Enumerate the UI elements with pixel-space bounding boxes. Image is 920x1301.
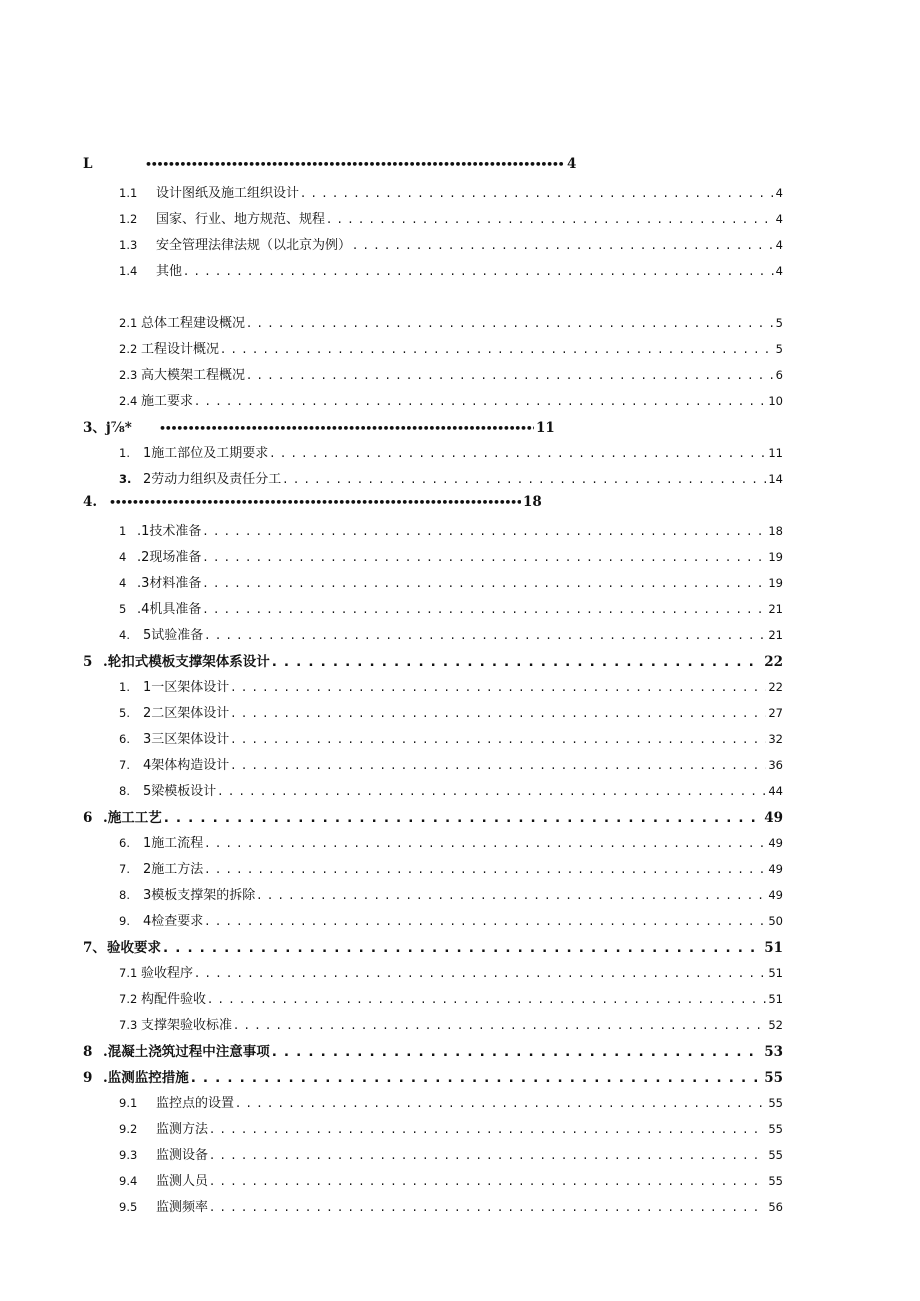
- toc-page-number: 4: [775, 212, 783, 226]
- toc-page-number: 36: [768, 758, 783, 772]
- toc-page-number: 22: [764, 654, 783, 670]
- toc-entry-number: 1: [119, 524, 127, 538]
- toc-leader: [195, 394, 766, 409]
- toc-page-number: 51: [768, 966, 783, 980]
- toc-page-number: 44: [768, 784, 783, 798]
- toc-page-number: 6: [775, 368, 783, 382]
- toc-entry-number: 7.: [119, 862, 130, 876]
- toc-entry-title: 高大模架工程概况: [141, 368, 246, 383]
- toc-page-number: 11: [768, 446, 783, 460]
- toc-entry-number: 1.: [119, 680, 130, 694]
- toc-leader: [231, 680, 766, 695]
- toc-entry-number: 2.4: [119, 394, 138, 408]
- toc-entry-number: 9.2: [119, 1122, 138, 1136]
- toc-leader: [159, 420, 534, 436]
- toc-entry-number: 7.2: [119, 992, 138, 1006]
- toc-entry-title: 5试验准备: [143, 628, 204, 643]
- toc-entry-title: 2劳动力组织及责任分工: [143, 472, 282, 487]
- toc-entry-number: 2.3: [119, 368, 138, 382]
- toc-entry-title: 总体工程建设概况: [141, 316, 246, 331]
- toc-leader: [210, 1148, 766, 1163]
- toc-page-number: 14: [768, 472, 783, 486]
- toc-page-number: 55: [768, 1148, 783, 1162]
- toc-leader: [205, 628, 766, 643]
- toc-entry-5-3[interactable]: [119, 728, 783, 747]
- toc-entry-number: 4.: [83, 494, 98, 510]
- toc-entry-number: 1.1: [119, 186, 138, 200]
- toc-entry-3-2[interactable]: [119, 468, 783, 487]
- toc-page-number: 19: [768, 576, 783, 590]
- toc-entry-title: 监测人员: [156, 1174, 209, 1189]
- toc-entry-title: .监测监控措施: [103, 1070, 189, 1086]
- toc-leader: [203, 576, 766, 591]
- toc-entry-title: 国家、行业、地方规范、规程: [156, 212, 326, 227]
- toc-entry-4-3[interactable]: [119, 572, 783, 591]
- toc-leader: [257, 888, 766, 903]
- toc-entry-4-4[interactable]: [119, 598, 783, 617]
- toc-entry-number: 8.: [119, 784, 130, 798]
- toc-entry-number: 2.1: [119, 316, 138, 330]
- toc-entry-number: 8.: [119, 888, 130, 902]
- toc-entry-number: 7.3: [119, 1018, 138, 1032]
- toc-entry-title: 1一区架体设计: [143, 680, 230, 695]
- toc-entry-number: 8: [83, 1044, 93, 1060]
- toc-entry-title: 设计图纸及施工组织设计: [156, 186, 300, 201]
- toc-entry-title: 4检查要求: [143, 914, 204, 929]
- toc-leader: [164, 810, 763, 826]
- toc-entry-5[interactable]: [83, 650, 783, 670]
- toc-page-number: 53: [764, 1044, 783, 1060]
- toc-entry-9-4[interactable]: [119, 1170, 783, 1189]
- toc-page-number: 11: [536, 420, 555, 436]
- toc-entry-1-4[interactable]: [119, 260, 783, 279]
- toc-entry-number: L: [83, 156, 93, 172]
- toc-entry-number: 9.4: [119, 1174, 138, 1188]
- toc-page-number: 49: [768, 862, 783, 876]
- toc-entry-7-1[interactable]: [119, 962, 783, 981]
- toc-entry-number: 7.1: [119, 966, 138, 980]
- toc-entry-title: .混凝土浇筑过程中注意事项: [103, 1044, 270, 1060]
- toc-entry-number: 9.: [119, 914, 130, 928]
- toc-page-number: 22: [768, 680, 783, 694]
- toc-entry-title: 5梁模板设计: [143, 784, 217, 799]
- toc-entry-9[interactable]: [83, 1066, 783, 1086]
- toc-leader: [205, 914, 766, 929]
- toc-leader: [109, 494, 521, 510]
- toc-leader: [231, 758, 766, 773]
- toc-entry-title: 1施工流程: [143, 836, 204, 851]
- toc-leader: [203, 524, 766, 539]
- toc-entry-number: 1.3: [119, 238, 138, 252]
- toc-entry-2-4[interactable]: [119, 390, 783, 409]
- toc-page-number: 49: [768, 836, 783, 850]
- toc-leader: [283, 472, 766, 487]
- toc-leader: [208, 992, 766, 1007]
- toc-entry-number: 7.: [119, 758, 130, 772]
- toc-page-number: 50: [768, 914, 783, 928]
- toc-entry-5-5[interactable]: [119, 780, 783, 799]
- toc-entry-9-5[interactable]: [119, 1196, 783, 1215]
- toc-entry-5-2[interactable]: [119, 702, 783, 721]
- toc-entry-number: 1.2: [119, 212, 138, 226]
- toc-page-number: 49: [768, 888, 783, 902]
- toc-entry-number: 6.: [119, 836, 130, 850]
- toc-page-number: 55: [768, 1174, 783, 1188]
- toc-entry-title: 工程设计概况: [141, 342, 220, 357]
- toc-entry-number: 5: [119, 602, 127, 616]
- toc-entry-1-3[interactable]: [119, 234, 783, 253]
- toc-entry-1[interactable]: [83, 156, 783, 172]
- toc-entry-number: 6: [83, 810, 93, 826]
- toc-entry-number: 1.: [119, 446, 130, 460]
- toc-leader: [301, 186, 774, 201]
- toc-leader: [210, 1174, 766, 1189]
- toc-entry-4-2[interactable]: [119, 546, 783, 565]
- toc-entry-4-5[interactable]: [119, 624, 783, 643]
- toc-entry-title: 验收程序: [141, 966, 194, 981]
- toc-entry-title: .施工工艺: [103, 810, 162, 826]
- toc-entry-2-2[interactable]: [119, 338, 783, 357]
- toc-entry-5-4[interactable]: [119, 754, 783, 773]
- toc-page-number: 52: [768, 1018, 783, 1032]
- toc-leader: [195, 966, 766, 981]
- toc-page-number: 4: [775, 264, 783, 278]
- toc-page-number: 27: [768, 706, 783, 720]
- toc-entry-1-1[interactable]: [119, 182, 783, 201]
- toc-entry-title: 安全管理法律法规（以北京为例）: [156, 238, 352, 253]
- toc-entry-title: 2施工方法: [143, 862, 204, 877]
- toc-entry-2-3[interactable]: [119, 364, 783, 383]
- toc-entry-title: 验收要求: [107, 940, 161, 956]
- toc-entry-number: 5: [83, 654, 93, 670]
- toc-leader: [327, 212, 774, 227]
- toc-entry-title: 4架体构造设计: [143, 758, 230, 773]
- toc-entry-number: 4: [119, 550, 127, 564]
- toc-leader: [353, 238, 774, 253]
- toc-entry-title: 3三区架体设计: [143, 732, 230, 747]
- toc-page-number: 4: [775, 186, 783, 200]
- toc-entry-title: 2二区架体设计: [143, 706, 230, 721]
- toc-leader: [163, 940, 762, 956]
- toc-entry-title: 其他: [156, 264, 183, 279]
- toc-entry-4-1[interactable]: [119, 520, 783, 539]
- toc-page-number: 56: [768, 1200, 783, 1214]
- toc-entry-7-3[interactable]: [119, 1014, 783, 1033]
- toc-entry-title: 施工要求: [141, 394, 194, 409]
- toc-page-number: 49: [764, 810, 783, 826]
- toc-entry-number: 5.: [119, 706, 130, 720]
- toc-leader: [247, 368, 774, 383]
- toc-entry-7-2[interactable]: [119, 988, 783, 1007]
- toc-page-number: 32: [768, 732, 783, 746]
- toc-entry-1-2[interactable]: [119, 208, 783, 227]
- toc-entry-6[interactable]: [83, 806, 783, 826]
- toc-entry-6-4[interactable]: [119, 910, 783, 929]
- toc-entry-8[interactable]: [83, 1040, 783, 1060]
- toc-leader: [234, 1018, 766, 1033]
- toc-entry-5-1[interactable]: [119, 676, 783, 695]
- toc-page-number: 21: [768, 602, 783, 616]
- toc-page-number: 55: [768, 1096, 783, 1110]
- toc-page-number: 19: [768, 550, 783, 564]
- toc-leader: [218, 784, 766, 799]
- toc-page-number: 10: [768, 394, 783, 408]
- toc-entry-title: 1施工部位及工期要求: [143, 446, 269, 461]
- toc-leader: [231, 732, 766, 747]
- toc-entry-number: 9.3: [119, 1148, 138, 1162]
- toc-page-number: 4: [567, 156, 577, 172]
- toc-entry-number: 2.2: [119, 342, 138, 356]
- toc-entry-number: 9.5: [119, 1200, 138, 1214]
- toc-page-number: 51: [764, 940, 783, 956]
- toc-entry-title: 构配件验收: [141, 992, 207, 1007]
- toc-entry-title: 监测设备: [156, 1148, 209, 1163]
- toc-entry-9-1[interactable]: [119, 1092, 783, 1111]
- toc-entry-number: 9: [83, 1070, 93, 1086]
- toc-leader: [145, 156, 565, 172]
- toc-entry-6-2[interactable]: [119, 858, 783, 877]
- toc-page-number: 18: [768, 524, 783, 538]
- toc-leader: [236, 1096, 766, 1111]
- toc-entry-number: 7、: [83, 940, 106, 956]
- toc-entry-number: 9.1: [119, 1096, 138, 1110]
- toc-entry-9-2[interactable]: [119, 1118, 783, 1137]
- toc-entry-4[interactable]: [83, 494, 783, 510]
- toc-leader: [191, 1070, 763, 1086]
- toc-entry-title: 监控点的设置: [156, 1096, 235, 1111]
- toc-entry-3[interactable]: [83, 416, 783, 436]
- toc-entry-title: 支撑架验收标准: [141, 1018, 233, 1033]
- toc-page-number: 4: [775, 238, 783, 252]
- toc-leader: [210, 1200, 766, 1215]
- toc-entry-title: .2现场准备: [137, 550, 202, 565]
- toc-leader: [205, 862, 766, 877]
- toc-page-number: 51: [768, 992, 783, 1006]
- toc-leader: [203, 602, 766, 617]
- toc-leader: [231, 706, 766, 721]
- toc-entry-number: 3、j⅞*: [83, 420, 132, 436]
- toc-entry-title: .3材料准备: [137, 576, 202, 591]
- toc-page-number: 18: [523, 494, 542, 510]
- toc-leader: [270, 446, 766, 461]
- toc-leader: [210, 1122, 766, 1137]
- toc-entry-7[interactable]: [83, 936, 783, 956]
- toc-entry-number: 1.4: [119, 264, 138, 278]
- toc-page-number: 21: [768, 628, 783, 642]
- toc-entry-3-1[interactable]: [119, 442, 783, 461]
- toc-entry-title: 监测方法: [156, 1122, 209, 1137]
- toc-entry-number: 4: [119, 576, 127, 590]
- toc-entry-9-3[interactable]: [119, 1144, 783, 1163]
- toc-leader: [272, 1044, 763, 1060]
- toc-entry-title: .1技术准备: [137, 524, 202, 539]
- toc-leader: [221, 342, 774, 357]
- toc-entry-title: .轮扣式模板支撑架体系设计: [103, 654, 270, 670]
- toc-entry-6-1[interactable]: [119, 832, 783, 851]
- toc-entry-2-1[interactable]: [119, 312, 783, 331]
- toc-entry-title: 3模板支撑架的拆除: [143, 888, 256, 903]
- toc-entry-title: .4机具准备: [137, 602, 202, 617]
- toc-entry-number: 4.: [119, 628, 130, 642]
- toc-leader: [247, 316, 774, 331]
- toc-page-number: 55: [764, 1070, 783, 1086]
- toc-leader: [205, 836, 766, 851]
- toc-leader: [203, 550, 766, 565]
- toc-entry-number: 6.: [119, 732, 130, 746]
- toc-leader: [184, 264, 774, 279]
- toc-page-number: 5: [775, 342, 783, 356]
- toc-page-number: 5: [775, 316, 783, 330]
- toc-entry-title: 监测频率: [156, 1200, 209, 1215]
- toc-entry-6-3[interactable]: [119, 884, 783, 903]
- toc-leader: [272, 654, 763, 670]
- toc-page-number: 55: [768, 1122, 783, 1136]
- toc-entry-number: 3.: [119, 472, 132, 486]
